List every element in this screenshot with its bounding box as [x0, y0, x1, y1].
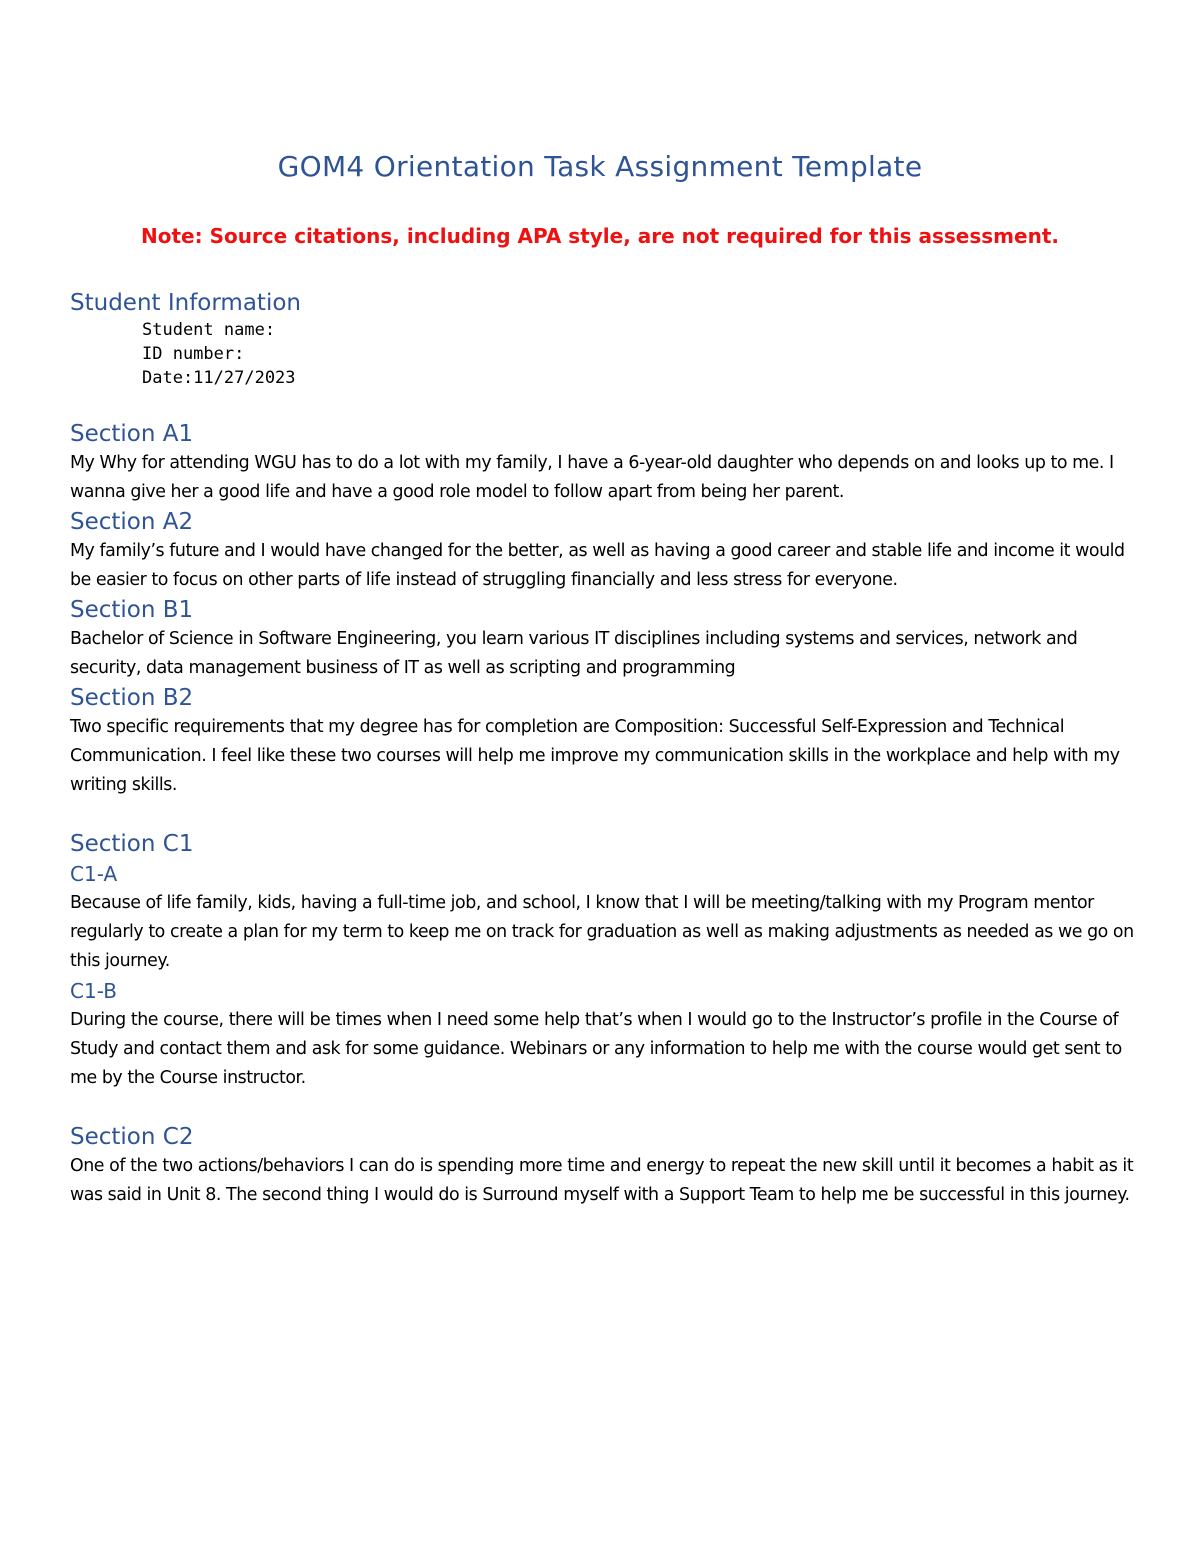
section-b1-text: Bachelor of Science in Software Engineering, you learn various IT disciplines including systems and services, network and security, data management business of IT as well as scripting and programming [70, 629, 1078, 678]
section-c1a-heading: C1-A [70, 862, 118, 886]
section-c2-heading: Section C2 [70, 1124, 194, 1150]
student-name-label: Student name: [142, 320, 276, 340]
section-a2-text: My family’s future and I would have changed for the better, as well as having a good career and stable life and income it would be easier to focus on other parts of life instead of struggling financially and less stress for everyone. [70, 541, 1125, 590]
student-info-heading: Student Information [70, 290, 301, 316]
spacer [70, 1093, 1140, 1122]
spacer [70, 800, 1140, 829]
section-b1-heading: Section B1 [70, 597, 194, 623]
date-label: Date:11/27/2023 [142, 368, 296, 388]
section-c2-text: One of the two actions/behaviors I can do is spending more time and energy to repeat the new skill until it becomes a habit as it was said in Unit 8. The second thing I would do is Surround myself with a Support Team to help me be successful in this journey. [70, 1156, 1134, 1205]
section-a1-text: My Why for attending WGU has to do a lot with my family, I have a 6-year-old daughter who depends on and looks up to me. I wanna give her a good life and have a good role model to follow apart from being her parent. [70, 453, 1114, 502]
section-b2-text: Two specific requirements that my degree has for completion are Composition: Successful Self-Expression and Technical Communication. I feel like these two courses will help me improve my communication skills in the workplace and help with my writing skills. [70, 717, 1120, 795]
section-c1b-text: During the course, there will be times when I need some help that’s when I would go to the Instructor’s profile in the Course of Study and contact them and ask for some guidance. Webinars or any information to help me with the course would get sent to me by the Course instructor. [70, 1010, 1122, 1088]
spacer [70, 390, 1140, 419]
document-title: GOM4 Orientation Task Assignment Template [277, 150, 923, 183]
id-number-label: ID number: [142, 344, 245, 364]
section-c1-heading: Section C1 [70, 831, 194, 857]
section-a1-heading: Section A1 [70, 421, 194, 447]
student-info-block [142, 318, 1140, 390]
document-body [70, 288, 1140, 1210]
citation-note: Note: Source citations, including APA style, are not required for this assessment. [141, 224, 1059, 248]
section-a2-heading: Section A2 [70, 509, 194, 535]
section-b2-heading: Section B2 [70, 685, 194, 711]
section-c1b-heading: C1-B [70, 979, 117, 1003]
section-c1a-text: Because of life family, kids, having a full-time job, and school, I know that I will be meeting/talking with my Program mentor regularly to create a plan for my term to keep me on track for graduation as well as making adjustments as needed as we go on this journey. [70, 893, 1134, 971]
